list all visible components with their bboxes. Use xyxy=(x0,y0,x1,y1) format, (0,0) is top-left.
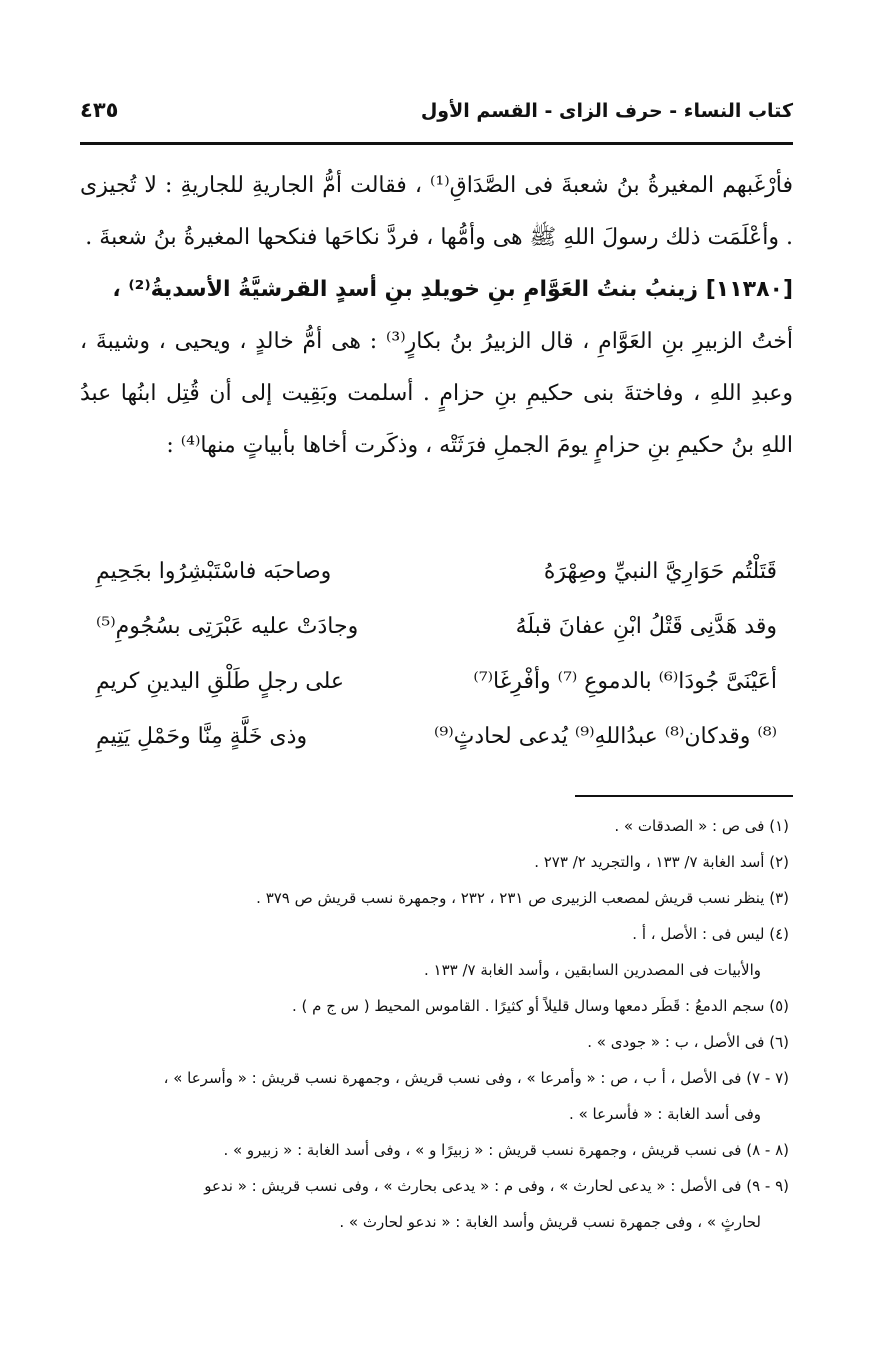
footnote-separator xyxy=(575,795,793,797)
footnote-continuation: والأبيات فى المصدرين السابقين ، وأسد الغابة ٧/ ١٣٣ . xyxy=(424,961,761,979)
footnote: (٣) ينظر نسب قريش لمصعب الزبيرى ص ٢٣١ ، ٢٣٢ ، وجمهرة نسب قريش ص ٣٧٩ . xyxy=(256,889,789,907)
footnote: (٦) فى الأصل ، ب : « جودى » . xyxy=(587,1033,789,1051)
paragraph-1: فأرْغَبهم المغيرةُ بنُ شعبةَ فى الصَّدَاقِ⁽¹⁾ ، فقالت أمُّ الجاريةِ للجاريةِ : لا تُجيزى . وأعْلَمَت ذلك رسولَ اللهِ ﷺ هى وأمُّها ، فردَّ نكاحَها فنكحها المغيرةُ بنُ شعبةَ . xyxy=(80,173,793,250)
poem-verse xyxy=(96,599,777,654)
footnote: (٩ - ٩) فى الأصل : « يدعى لحارث » ، وفى م : « يدعى بحارث » ، وفى نسب قريش : « ندعو xyxy=(204,1177,789,1195)
verse-second-hemistich: على رجلٍ طَلْقِ اليدينِ كريمِ xyxy=(96,669,344,694)
poem-verse xyxy=(96,654,777,709)
footnote: (٧ - ٧) فى الأصل ، أ ب ، ص : « وأمرعا » ، وفى نسب قريش ، وجمهرة نسب قريش : « وأسرعا » ، xyxy=(163,1069,789,1087)
poem xyxy=(96,544,777,764)
paragraph-2: أختُ الزبيرِ بنِ العَوَّامِ ، قال الزبيرُ بنُ بكارٍ⁽³⁾ : هى أمُّ خالدٍ ، ويحيى ، وشيبةَ ، وعبدِ اللهِ ، وفاختةَ بنى حكيمِ بنِ حزامٍ . أسلمت وبَقِيت إلى أن قُتِل ابنُها عبدُ اللهِ بنُ حكيمِ بنِ حزامٍ يومَ الجملِ فرَثَتْه ، وذكَرت أخاها بأبياتٍ منها⁽⁴⁾ : xyxy=(80,329,793,458)
running-header xyxy=(80,86,793,122)
verse-second-hemistich: وذى خَلَّةٍ مِنَّا وحَمْلِ يَتِيمِ xyxy=(96,724,308,749)
page-number: ٤٣٥ xyxy=(80,98,119,122)
footnote-continuation: وفى أسد الغابة : « فأسرعا » . xyxy=(569,1105,761,1123)
header-rule xyxy=(80,142,793,145)
poem-verse xyxy=(96,709,777,764)
footnote: (٢) أسد الغابة ٧/ ١٣٣ ، والتجريد ٢/ ٢٧٣ . xyxy=(534,853,789,871)
footnote: (١) فى ص : « الصدقات » . xyxy=(614,817,789,835)
main-text xyxy=(80,160,793,472)
footnote-continuation: لحارثٍ » ، وفى جمهرة نسب قريش وأسد الغابة : « ندعو لحارث » . xyxy=(339,1213,761,1231)
footnote: (٤) ليس فى : الأصل ، أ . xyxy=(632,925,789,943)
verse-first-hemistich: أعَيْنَىَّ جُودَا⁽⁶⁾ بالدموعِ ⁽⁷⁾ وأفْرِغَا⁽⁷⁾ xyxy=(473,669,777,694)
entry-heading: [١١٣٨٠] زينبُ بنتُ العَوَّامِ بنِ خويلدِ بنِ أسدٍ القرشيَّةُ الأسديةُ⁽²⁾ ، xyxy=(112,277,793,302)
verse-second-hemistich: وجادَتْ عليه عَبْرَتِى بسُجُومِ⁽⁵⁾ xyxy=(96,614,359,639)
poem-verse xyxy=(96,544,777,599)
footnote: (٨ - ٨) فى نسب قريش ، وجمهرة نسب قريش : « زبيرًا و » ، وفى أسد الغابة : « زبيرو » . xyxy=(223,1141,789,1159)
footnote: (٥) سجم الدمعُ : قَطَر دمعها وسال قليلاً أو كثيرًا . القاموس المحيط ( س ج م ) . xyxy=(291,997,789,1015)
verse-first-hemistich: قَتَلْتُم حَوَارِيَّ النبيِّ وصِهْرَهُ xyxy=(543,559,777,584)
verse-second-hemistich: وصاحبَه فاسْتَبْشِرُوا بجَحِيمِ xyxy=(96,559,332,584)
verse-first-hemistich: وقد هَدَّنِى قَتْلُ ابْنِ عفانَ قبلَهُ xyxy=(515,614,777,639)
header-title: كتاب النساء - حرف الزاى - القسم الأول xyxy=(420,100,793,122)
footnotes xyxy=(80,808,789,1240)
verse-first-hemistich: ⁽⁸⁾ وقدكان⁽⁸⁾ عبدُاللهِ⁽⁹⁾ يُدعى لحادثٍ⁽⁹⁾ xyxy=(433,724,777,749)
